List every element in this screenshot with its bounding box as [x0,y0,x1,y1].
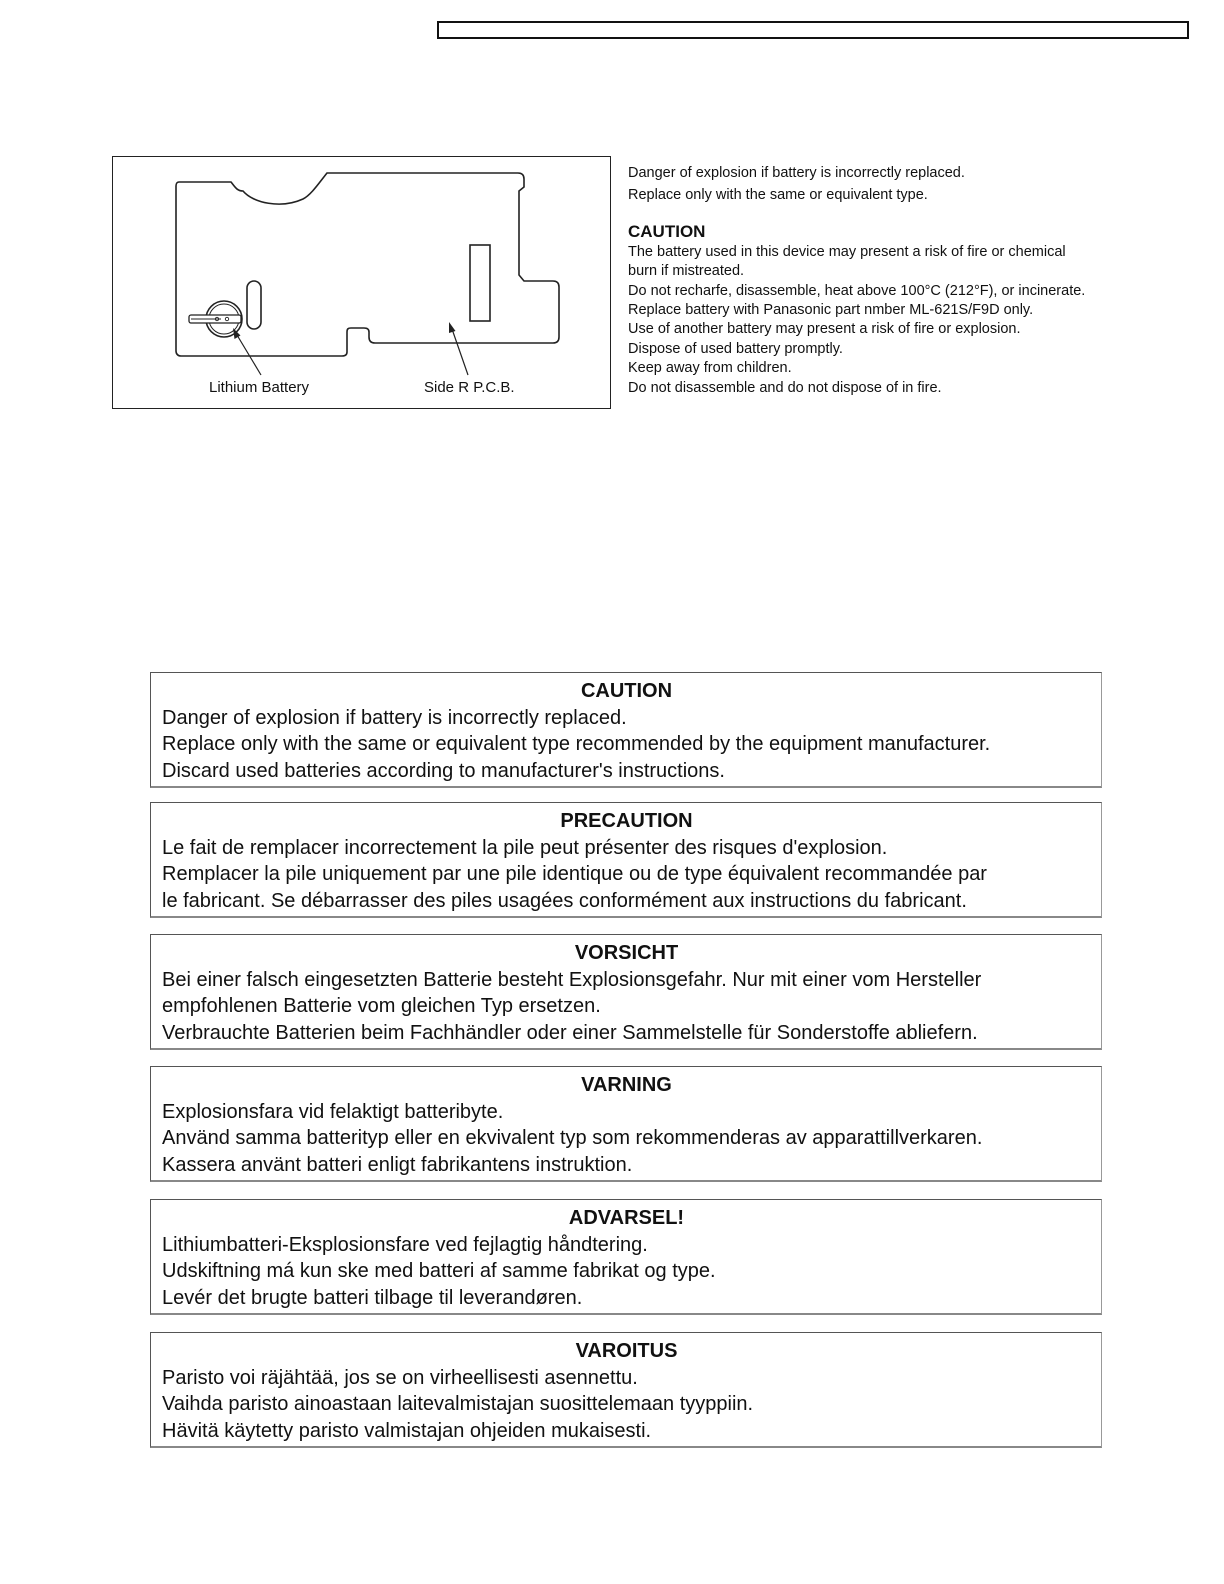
warning-line: Replace battery with Panasonic part nmber ML-621S/F9D only. [628,302,1034,319]
notice-vorsicht-de [150,934,1102,1050]
notice-precaution-fr [150,802,1102,918]
warning-line: Use of another battery may present a risk of fire or explosion. [628,321,1021,338]
notice-body [162,967,1091,1046]
notice-title: ADVARSEL! [568,1207,685,1229]
warning-line: Keep away from children. [628,360,792,377]
warning-line: The battery used in this device may present a risk of fire or chemical [628,243,1066,260]
battery-location-diagram [112,156,611,409]
notice-title: VORSICHT [574,942,679,964]
notice-body [162,1099,1091,1178]
notice-line: Paristo voi räjähtää, jos se on virheellisesti asennettu. [162,1367,638,1389]
notice-advarsel-da [150,1199,1102,1315]
warning-line: Dispose of used battery promptly. [628,340,843,357]
notice-line: Discard used batteries according to manufacturer's instructions. [162,759,725,782]
battery-warning-text [628,164,1188,398]
label-lithium-battery: Lithium Battery [209,379,310,396]
notice-line: Danger of explosion if battery is incorrectly replaced. [162,707,627,729]
label-side-r-pcb: Side R P.C.B. [424,379,515,396]
notice-line: Använd samma batterityp eller en ekvivalent typ som rekommenderas av apparattillverkaren. [162,1127,983,1150]
notice-caution-en [150,672,1102,788]
notice-varning-sv [150,1066,1102,1182]
notice-title: VARNING [581,1074,672,1096]
notice-line: Lithiumbatteri-Eksplosionsfare ved fejlagtig håndtering. [162,1234,648,1256]
warning-line: Do not disassemble and do not dispose of in fire. [628,379,942,396]
notice-line: Levér det brugte batteri tilbage til leverandøren. [162,1286,583,1309]
header-bar [437,21,1189,39]
warning-line: burn if mistreated. [628,263,745,280]
notice-title: PRECAUTION [560,810,693,832]
notice-line: Verbrauchte Batterien beim Fachhändler oder einer Sammelstelle für Sonderstoffe abliefern. [162,1021,978,1044]
notice-title: CAUTION [580,680,673,702]
caution-heading: CAUTION [628,221,706,241]
notice-body [162,1232,1091,1311]
battery-arrow [233,328,261,375]
notice-line: Kassera använt batteri enligt fabrikantens instruktion. [162,1153,633,1176]
notice-line: Remplacer la pile uniquement par une pile identique ou de type équivalent recommandée par [162,863,987,886]
pcb-arrow [449,322,468,375]
notice-line: Replace only with the same or equivalent type recommended by the equipment manufacturer. [162,733,991,756]
pcb-diagram-svg [113,157,612,410]
notice-line: Bei einer falsch eingesetzten Batterie besteht Explosionsgefahr. Nur mit einer vom Hersteller [162,969,982,991]
notice-varoitus-fi [150,1332,1102,1448]
warning-line: Replace only with the same or equivalent type. [628,187,928,204]
warning-line: Danger of explosion if battery is incorrectly replaced. [628,165,965,181]
notice-line: le fabricant. Se débarrasser des piles usagées conformément aux instructions du fabricant. [162,889,967,912]
notice-line: Hävitä käytetty paristo valmistajan ohjeiden mukaisesti. [162,1419,652,1442]
notice-line: Vaihda paristo ainoastaan laitevalmistajan suosittelemaan tyyppiin. [162,1393,754,1416]
notice-line: Explosionsfara vid felaktigt batteribyte. [162,1101,504,1123]
notice-title: VAROITUS [575,1340,678,1362]
notice-body [162,705,1091,784]
pcb-component [470,245,490,321]
warning-line: Do not recharfe, disassemble, heat above 100°C (212°F), or incinerate. [628,282,1086,299]
notice-line: Le fait de remplacer incorrectement la pile peut présenter des risques d'explosion. [162,837,888,859]
notice-body [162,1365,1091,1444]
notice-line: Udskiftning má kun ske med batteri af samme fabrikat og type. [162,1260,716,1283]
notice-line: empfohlenen Batterie vom gleichen Typ ersetzen. [162,995,601,1018]
battery-holder [247,281,261,329]
notice-body [162,835,1091,914]
